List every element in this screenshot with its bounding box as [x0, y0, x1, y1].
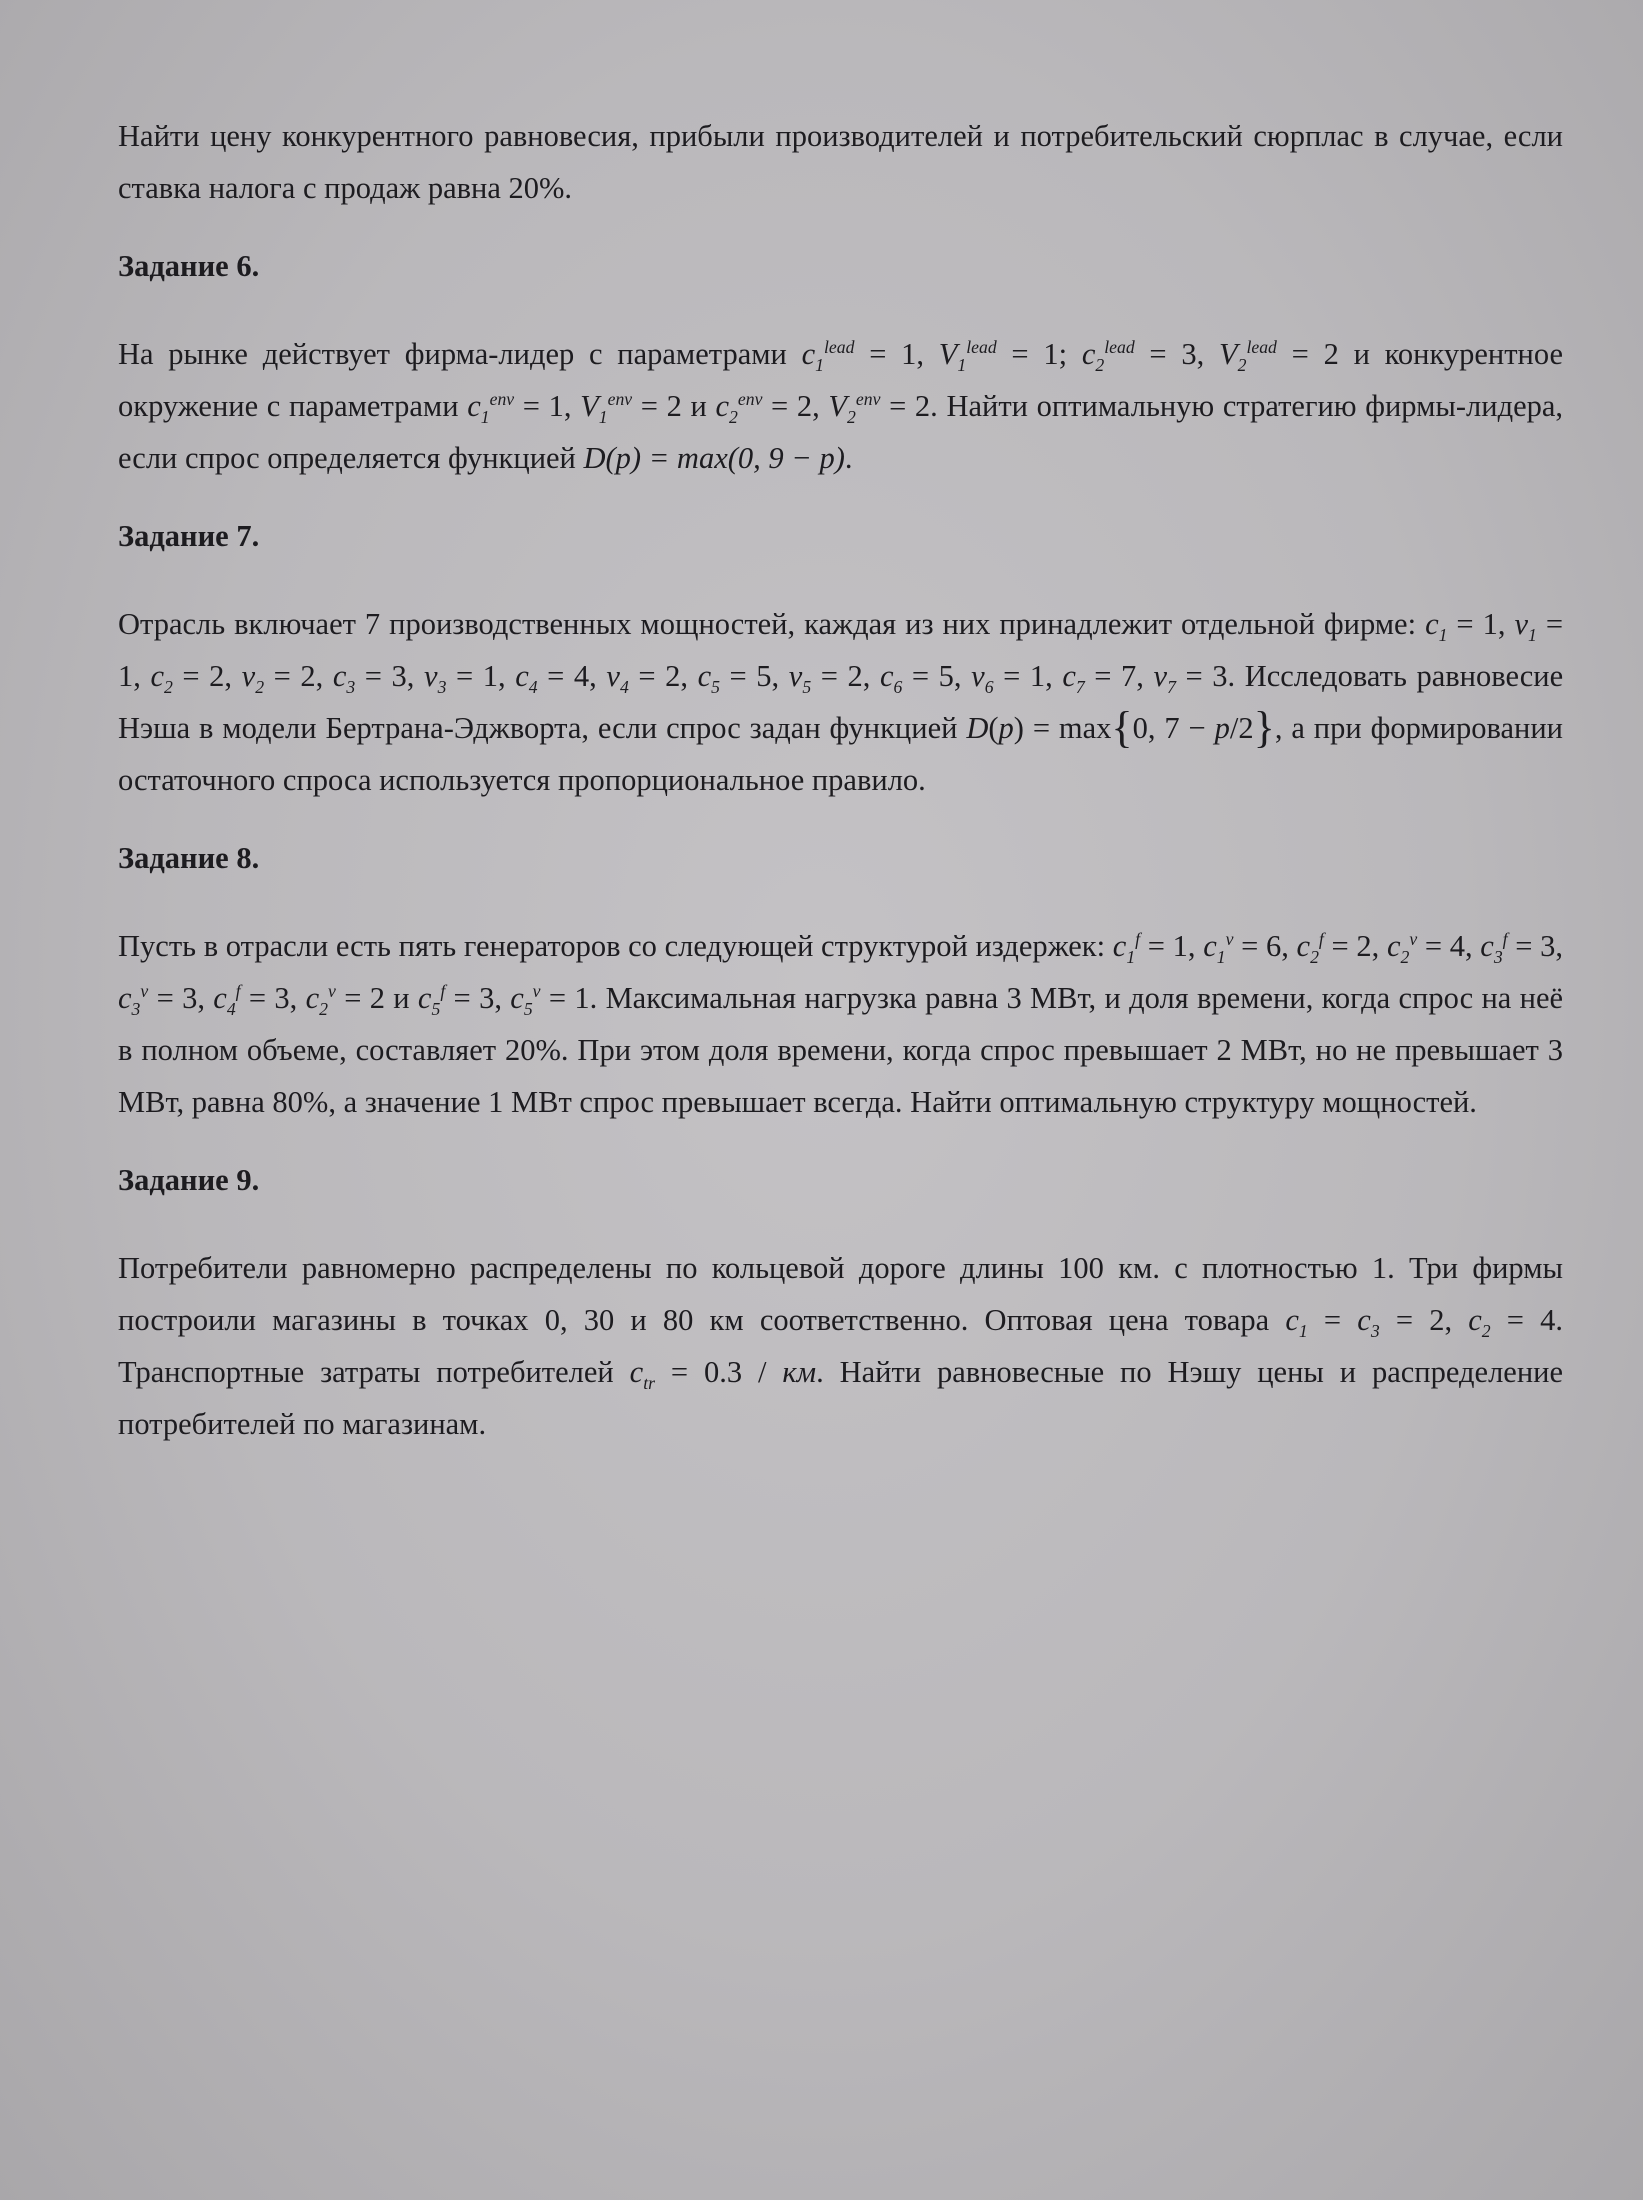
- task-9-heading: Задание 9.: [118, 1163, 260, 1197]
- task-8-text: Пусть в отрасли есть пять генераторов со следующей структурой издержек: $c_1^f = 1$, $c_1^v = 6$, $c_2^f = 2$, $c_2^v = 4$, $c_3^f = 3$, $c_3^v = 3$, $c_4^f = 3$, $c_2^v = 2$ и $c_5^f = 3$, $c_5^v = 1$. Максимальная нагрузка равна 3 МВт, и доля времени, когда спрос на неё в полном объеме, составляет 20%. При этом доля времени, когда спрос превышает 2 МВт, но не превышает 3 МВт, равна 80%, а значение 1 МВт спрос превышает всегда. Найти оптимальную структуру мощностей.: [118, 928, 1564, 1119]
- task-6-text-part3: Найти оптимальную стратегию фирмы-лидера, если спрос определяется функцией: [118, 389, 1564, 475]
- task-7-text-part2: Исследовать равновесие Нэша в модели Бертрана-Эджворта, если спрос задан функцией: [118, 659, 1564, 745]
- task-7-capacities: $c_1 = 1$, $v_1 = 1$, $c_2 = 2$, $v_2 = 2$, $c_3 = 3$, $v_3 = 1$, $c_4 = 4$, $v_4 = 2$, $c_5 = 5$, $v_5 = 2$, $c_6 = 5$, $v_6 = 1$, $c_7 = 7$, $v_7 = 3$: [118, 607, 1564, 698]
- task-6-env-params: $c_1^{env} = 1$, $V_1^{env} = 2$: [467, 388, 682, 428]
- task-7-text: Отрасль включает 7 производственных мощностей, каждая из них принадлежит отдельной фирме: $c_1 = 1$, $v_1 = 1$, $c_2 = 2$, $v_2 = 2$, $c_3 = 3$, $v_3 = 1$, $c_4 = 4$, $v_4 = 2$, $c_5 = 5$, $v_5 = 2$, $c_6 = 5$, $v_6 = 1$, $c_7 = 7$, $v_7 = 3$. Исследовать равновесие Нэша в модели Бертрана-Эджворта, если спрос задан функцией D(p) = max{0, 7 − p/2}, а при формировании остаточного спроса используется пропорциональное правило.: [118, 607, 1564, 797]
- intro-paragraph: Найти цену конкурентного равновесия, прибыли производителей и потребительский сюрплас в случае, если ставка налога с продаж равна 20%.: [118, 119, 1563, 205]
- task-8-costs: $c_1^f = 1$, $c_1^v = 6$, $c_2^f = 2$, $c_2^v = 4$, $c_3^f = 3$, $c_3^v = 3$, $c_4^f = 3$, $c_2^v = 2$: [118, 928, 1564, 1020]
- task-9-transport-cost: $c_{tr} = 0.3$ / км: [629, 1355, 817, 1394]
- task-9-text: [118, 1242, 1563, 1450]
- task-8-text-part1: Пусть в отрасли есть пять генераторов со следующей структурой издержек:: [118, 929, 1106, 963]
- task-6-env-params-2: $c_2^{env} = 2$, $V_2^{env} = 2$: [715, 388, 931, 428]
- task-6-text: На рынке действует фирма-лидер с параметрами $c_1^{lead} = 1$, $V_1^{lead} = 1$; $c_2^{lead} = 3$, $V_2^{lead} = 2$ и конкурентное окружение с параметрами $c_1^{env} = 1$, $V_1^{env} = 2$ и $c_2^{env} = 2$, $V_2^{env} = 2$. Найти оптимальную стратегию фирмы-лидера, если спрос определяется функцией D(p) = max(0, 9 − p).: [118, 336, 1564, 475]
- task-6-heading: Задание 6.: [118, 249, 260, 283]
- task-7-text-part3: , а при формировании остаточного спроса используется пропорциональное правило.: [118, 711, 1564, 797]
- task-7-text-part1: Отрасль включает 7 производственных мощностей, каждая из них принадлежит отдельной фирме:: [118, 607, 1417, 641]
- task-8-text-part2: Максимальная нагрузка равна 3 МВт, и доля времени, когда спрос на неё в полном объеме, составляет 20%. При этом доля времени, когда спрос превышает 2 МВт, но не превышает 3 МВт, равна 80%, а значение 1 МВт спрос превышает всегда. Найти оптимальную структуру мощностей.: [118, 981, 1564, 1119]
- task-8-heading: Задание 8.: [118, 841, 260, 875]
- task-7-demand-function: D(p) = max{0, 7 − p/2}: [966, 703, 1275, 752]
- task-9-text-part3: . Найти равновесные по Нэшу цены и распределение потребителей по магазинам.: [118, 1355, 1564, 1441]
- task-6-demand-function: D(p) = max(0, 9 − p): [583, 441, 845, 475]
- task-9-text-part2: . Транспортные затраты потребителей: [118, 1303, 1564, 1389]
- task-6-text-part2: и конкурентное окружение с параметрами: [118, 337, 1564, 423]
- task-6-text-part1: На рынке действует фирма-лидер с параметрами: [118, 337, 787, 371]
- task-9-text-part1: Потребители равномерно распределены по кольцевой дороге длины 100 км. с плотностью 1. Три фирмы построили магазины в точках 0, 30 и 80 км соответственно. Оптовая цена товара: [118, 1251, 1563, 1337]
- task-9-prices: $c_1 = c_3 = 2$, $c_2 = 4$: [1285, 1303, 1556, 1342]
- task-6-leader-params: $c_1^{lead} = 1$, $V_1^{lead} = 1$; $c_2^{lead} = 3$, $V_2^{lead} = 2$: [801, 336, 1339, 376]
- task-8-costs-5: $c_5^f = 3$, $c_5^v = 1$: [417, 980, 590, 1020]
- task-7-heading: Задание 7.: [118, 519, 260, 553]
